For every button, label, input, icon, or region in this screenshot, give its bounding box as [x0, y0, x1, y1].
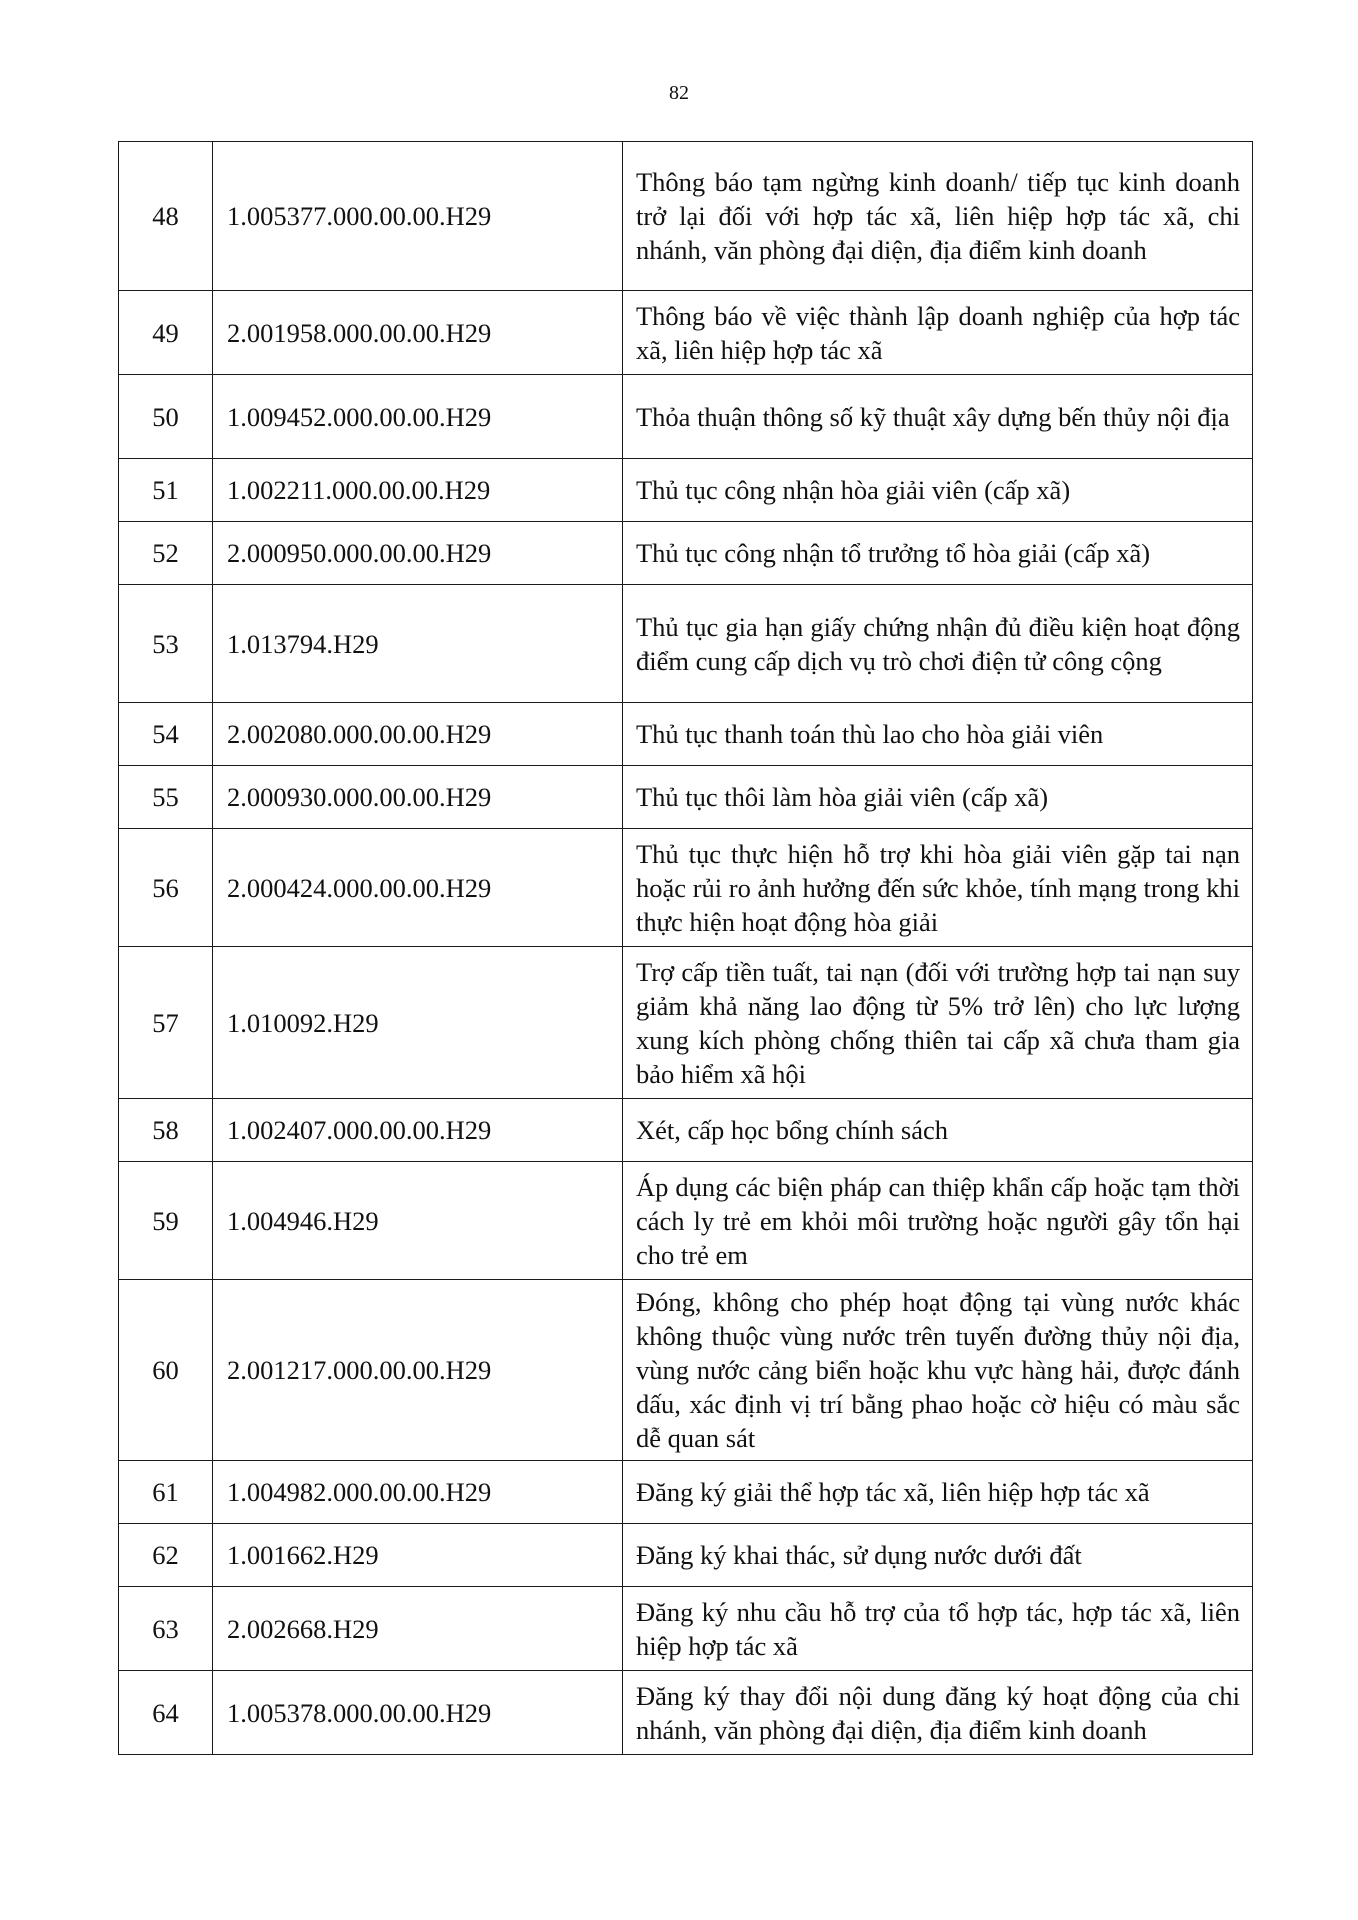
table-row	[119, 1671, 1253, 1755]
procedure-name: Thông báo về việc thành lập doanh nghiệp của hợp tác xã, liên hiệp hợp tác xã	[623, 291, 1253, 375]
procedure-name: Thỏa thuận thông số kỹ thuật xây dựng bến thủy nội địa	[623, 375, 1253, 459]
row-number: 54	[119, 703, 213, 766]
procedure-name: Thủ tục thực hiện hỗ trợ khi hòa giải viên gặp tai nạn hoặc rủi ro ảnh hưởng đến sức khỏe, tính mạng trong khi thực hiện hoạt động hòa giải	[623, 829, 1253, 947]
row-number: 55	[119, 766, 213, 829]
row-number: 58	[119, 1099, 213, 1162]
table-row	[119, 375, 1253, 459]
procedure-code: 2.001958.000.00.00.H29	[213, 291, 623, 375]
procedure-table	[118, 141, 1253, 1755]
row-number: 59	[119, 1162, 213, 1280]
procedure-name: Thủ tục công nhận tổ trưởng tổ hòa giải (cấp xã)	[623, 522, 1253, 585]
procedure-code: 2.000424.000.00.00.H29	[213, 829, 623, 947]
row-number: 60	[119, 1280, 213, 1461]
table-row	[119, 142, 1253, 291]
row-number: 62	[119, 1524, 213, 1587]
procedure-code: 1.013794.H29	[213, 585, 623, 703]
procedure-code: 2.002668.H29	[213, 1587, 623, 1671]
procedure-code: 2.000950.000.00.00.H29	[213, 522, 623, 585]
row-number: 51	[119, 459, 213, 522]
table-row	[119, 522, 1253, 585]
procedure-name: Thủ tục công nhận hòa giải viên (cấp xã)	[623, 459, 1253, 522]
table-row	[119, 291, 1253, 375]
table-row	[119, 1162, 1253, 1280]
row-number: 63	[119, 1587, 213, 1671]
procedure-name: Thủ tục thanh toán thù lao cho hòa giải viên	[623, 703, 1253, 766]
row-number: 61	[119, 1461, 213, 1524]
procedure-name: Đóng, không cho phép hoạt động tại vùng nước khác không thuộc vùng nước trên tuyến đường thủy nội địa, vùng nước cảng biển hoặc khu vực hàng hải, được đánh dấu, xác định vị trí bằng phao hoặc cờ hiệu có màu sắc dễ quan sát	[623, 1280, 1253, 1461]
procedure-name: Thông báo tạm ngừng kinh doanh/ tiếp tục kinh doanh trở lại đối với hợp tác xã, liên hiệp hợp tác xã, chi nhánh, văn phòng đại diện, địa điểm kinh doanh	[623, 142, 1253, 291]
row-number: 53	[119, 585, 213, 703]
table-row	[119, 829, 1253, 947]
procedure-name: Thủ tục thôi làm hòa giải viên (cấp xã)	[623, 766, 1253, 829]
row-number: 56	[119, 829, 213, 947]
row-number: 52	[119, 522, 213, 585]
table-row	[119, 947, 1253, 1099]
procedure-name: Trợ cấp tiền tuất, tai nạn (đối với trường hợp tai nạn suy giảm khả năng lao động từ 5% trở lên) cho lực lượng xung kích phòng chống thiên tai cấp xã chưa tham gia bảo hiểm xã hội	[623, 947, 1253, 1099]
procedure-code: 2.000930.000.00.00.H29	[213, 766, 623, 829]
table-row	[119, 1524, 1253, 1587]
procedure-code: 1.004982.000.00.00.H29	[213, 1461, 623, 1524]
row-number: 49	[119, 291, 213, 375]
procedure-code: 1.004946.H29	[213, 1162, 623, 1280]
table-row	[119, 1280, 1253, 1461]
table-row	[119, 459, 1253, 522]
procedure-code: 1.009452.000.00.00.H29	[213, 375, 623, 459]
procedure-code: 1.002407.000.00.00.H29	[213, 1099, 623, 1162]
procedure-code: 1.002211.000.00.00.H29	[213, 459, 623, 522]
table-row	[119, 585, 1253, 703]
procedure-code: 1.005378.000.00.00.H29	[213, 1671, 623, 1755]
page-number: 82	[669, 82, 689, 104]
table-row	[119, 766, 1253, 829]
procedure-name: Đăng ký khai thác, sử dụng nước dưới đất	[623, 1524, 1253, 1587]
row-number: 50	[119, 375, 213, 459]
row-number: 64	[119, 1671, 213, 1755]
procedure-name: Xét, cấp học bổng chính sách	[623, 1099, 1253, 1162]
table-row	[119, 1099, 1253, 1162]
procedure-name: Đăng ký nhu cầu hỗ trợ của tổ hợp tác, hợp tác xã, liên hiệp hợp tác xã	[623, 1587, 1253, 1671]
procedure-code: 1.005377.000.00.00.H29	[213, 142, 623, 291]
procedure-code: 2.002080.000.00.00.H29	[213, 703, 623, 766]
procedure-code: 1.001662.H29	[213, 1524, 623, 1587]
table-row	[119, 1461, 1253, 1524]
procedure-name: Đăng ký thay đổi nội dung đăng ký hoạt động của chi nhánh, văn phòng đại diện, địa điểm kinh doanh	[623, 1671, 1253, 1755]
procedure-name: Áp dụng các biện pháp can thiệp khẩn cấp hoặc tạm thời cách ly trẻ em khỏi môi trường hoặc người gây tổn hại cho trẻ em	[623, 1162, 1253, 1280]
row-number: 48	[119, 142, 213, 291]
procedure-name: Thủ tục gia hạn giấy chứng nhận đủ điều kiện hoạt động điểm cung cấp dịch vụ trò chơi điện tử công cộng	[623, 585, 1253, 703]
procedure-code: 2.001217.000.00.00.H29	[213, 1280, 623, 1461]
row-number: 57	[119, 947, 213, 1099]
procedure-name: Đăng ký giải thể hợp tác xã, liên hiệp hợp tác xã	[623, 1461, 1253, 1524]
table-row	[119, 703, 1253, 766]
procedure-code: 1.010092.H29	[213, 947, 623, 1099]
table-row	[119, 1587, 1253, 1671]
